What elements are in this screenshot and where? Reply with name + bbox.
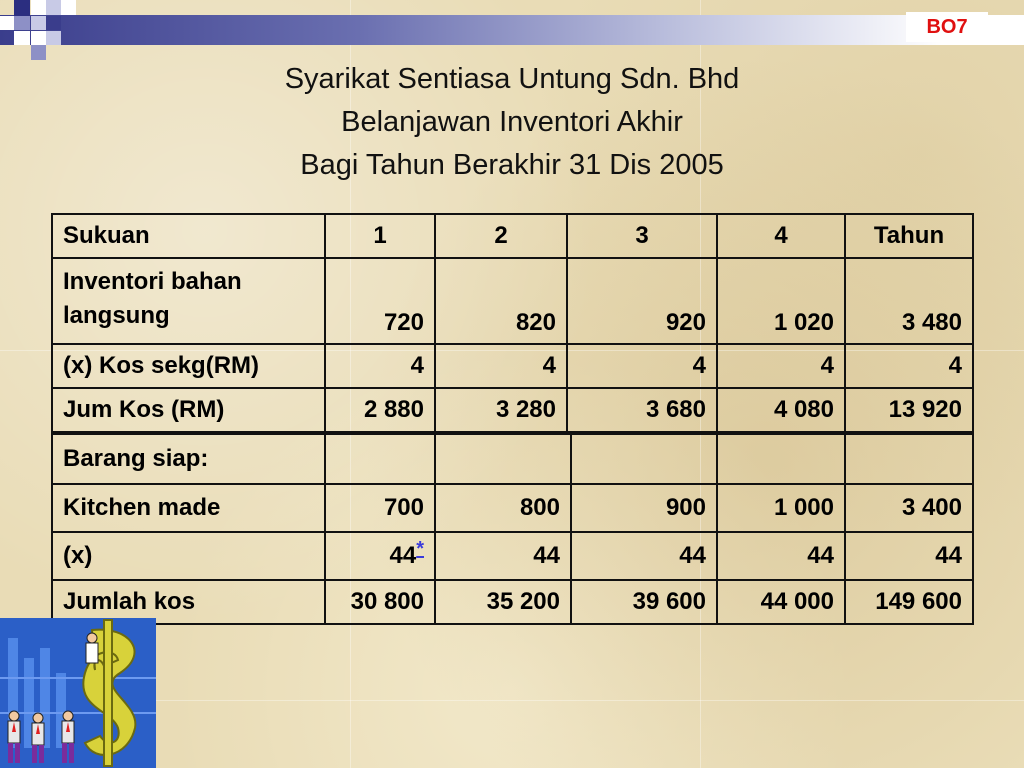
row-label: Kitchen made — [52, 484, 325, 532]
table-cell: 39 600 — [571, 580, 717, 624]
table-row — [52, 344, 973, 388]
table-row — [52, 532, 973, 580]
title-block — [0, 58, 1024, 187]
table-cell: 4 080 — [717, 388, 845, 432]
table-cell: 2 880 — [325, 388, 435, 432]
header-gradient-bar — [0, 15, 1024, 45]
raw-material-inventory-table — [51, 213, 974, 433]
table-cell — [717, 434, 845, 484]
header-cell: 1 — [325, 214, 435, 258]
table-row — [52, 434, 973, 484]
table-cell: 800 — [435, 484, 571, 532]
table-cell: 900 — [571, 484, 717, 532]
table-cell: 13 920 — [845, 388, 973, 432]
table-cell — [571, 434, 717, 484]
table-cell: 3 280 — [435, 388, 567, 432]
table-cell: 35 200 — [435, 580, 571, 624]
table-cell: 44 — [717, 532, 845, 580]
finished-goods-cost-table — [51, 433, 974, 625]
header-cell: Sukuan — [52, 214, 325, 258]
table-cell: 44 — [571, 532, 717, 580]
table-cell: 44 — [435, 532, 571, 580]
table-cell — [435, 434, 571, 484]
table-row — [52, 258, 973, 344]
header-cell: 2 — [435, 214, 567, 258]
table-row — [52, 388, 973, 432]
table-row — [52, 484, 973, 532]
table-cell: 1 020 — [717, 258, 845, 344]
row-label: Jumlah kos — [52, 580, 325, 624]
row-label: (x) Kos sekg(RM) — [52, 344, 325, 388]
table-cell: 3 400 — [845, 484, 973, 532]
table-cell: 44 — [845, 532, 973, 580]
table-cell — [325, 434, 435, 484]
table-cell: 4 — [325, 344, 435, 388]
table-cell: 44 000 — [717, 580, 845, 624]
table-cell: 149 600 — [845, 580, 973, 624]
table-cell — [325, 532, 435, 580]
table-cell: 4 — [567, 344, 717, 388]
row-label: (x) — [52, 532, 325, 580]
header-cell: 3 — [567, 214, 717, 258]
header-cell: 4 — [717, 214, 845, 258]
period-title: Bagi Tahun Berakhir 31 Dis 2005 — [300, 149, 724, 181]
table-cell: 3 680 — [567, 388, 717, 432]
table-cell — [845, 434, 973, 484]
table-header-row — [52, 214, 973, 258]
business-people-dollar-chart-image — [0, 618, 156, 768]
table-cell: 700 — [325, 484, 435, 532]
company-title: Syarikat Sentiasa Untung Sdn. Bhd — [284, 63, 740, 95]
row-label: Barang siap: — [52, 434, 325, 484]
table-cell: 4 — [435, 344, 567, 388]
table-cell: 920 — [567, 258, 717, 344]
table-cell: 720 — [325, 258, 435, 344]
budget-title: Belanjawan Inventori Akhir — [341, 106, 683, 138]
table-cell: 3 480 — [845, 258, 973, 344]
table-row — [52, 580, 973, 624]
table-cell: 4 — [845, 344, 973, 388]
row-label: Inventori bahan langsung — [52, 258, 325, 344]
table-cell: 30 800 — [325, 580, 435, 624]
footnote-link[interactable]: * — [416, 538, 424, 560]
table-cell: 820 — [435, 258, 567, 344]
table-cell: 4 — [717, 344, 845, 388]
table-cell: 1 000 — [717, 484, 845, 532]
header-cell: Tahun — [845, 214, 973, 258]
slide-code-badge: BO7 — [906, 12, 988, 42]
cell-value: 44 — [389, 542, 417, 569]
row-label: Jum Kos (RM) — [52, 388, 325, 432]
